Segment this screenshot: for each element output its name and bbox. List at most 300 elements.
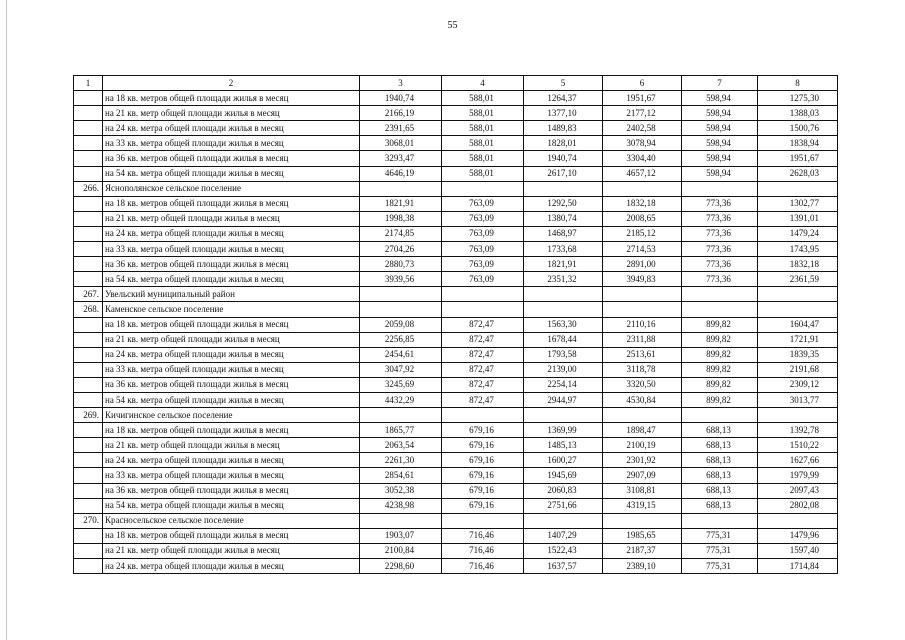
value-cell-col8: 1714,84 bbox=[758, 559, 838, 574]
value-cell-col3: 2256,85 bbox=[360, 332, 442, 347]
value-cell-col7: 688,13 bbox=[682, 423, 758, 438]
value-cell-col7: 598,94 bbox=[682, 166, 758, 181]
value-cell-col3 bbox=[360, 302, 442, 317]
value-cell-col4: 716,46 bbox=[442, 528, 524, 543]
value-cell-col5: 2944,97 bbox=[524, 392, 603, 407]
table-row bbox=[74, 211, 838, 226]
header-cell: 3 bbox=[360, 76, 442, 91]
value-cell-col6 bbox=[603, 513, 682, 528]
description-cell: Каменское сельское поселение bbox=[103, 302, 360, 317]
description-cell: Увельский муниципальный район bbox=[103, 287, 360, 302]
value-cell-col3 bbox=[360, 408, 442, 423]
value-cell-col3: 2298,60 bbox=[360, 559, 442, 574]
value-cell-col3 bbox=[360, 287, 442, 302]
value-cell-col7: 688,13 bbox=[682, 453, 758, 468]
value-cell-col6: 2185,12 bbox=[603, 226, 682, 241]
value-cell-col8: 1500,76 bbox=[758, 121, 838, 136]
row-number-cell bbox=[74, 528, 103, 543]
value-cell-col5: 1522,43 bbox=[524, 543, 603, 558]
row-number-cell bbox=[74, 543, 103, 558]
value-cell-col8: 2191,68 bbox=[758, 362, 838, 377]
row-number-cell bbox=[74, 347, 103, 362]
value-cell-col6: 2907,09 bbox=[603, 468, 682, 483]
value-cell-col5: 2617,10 bbox=[524, 166, 603, 181]
value-cell-col7: 688,13 bbox=[682, 468, 758, 483]
value-cell-col4: 588,01 bbox=[442, 91, 524, 106]
table-row bbox=[74, 483, 838, 498]
value-cell-col3: 1821,91 bbox=[360, 196, 442, 211]
value-cell-col3: 4238,98 bbox=[360, 498, 442, 513]
value-cell-col5: 1377,10 bbox=[524, 106, 603, 121]
value-cell-col3: 2063,54 bbox=[360, 438, 442, 453]
value-cell-col3: 3293,47 bbox=[360, 151, 442, 166]
value-cell-col8 bbox=[758, 302, 838, 317]
header-cell: 2 bbox=[103, 76, 360, 91]
value-cell-col5: 1821,91 bbox=[524, 257, 603, 272]
value-cell-col4 bbox=[442, 513, 524, 528]
value-cell-col4: 763,09 bbox=[442, 196, 524, 211]
description-cell: на 54 кв. метра общей площади жилья в месяц bbox=[103, 498, 360, 513]
table-row bbox=[74, 453, 838, 468]
value-cell-col8: 1388,03 bbox=[758, 106, 838, 121]
description-cell: на 36 кв. метров общей площади жилья в месяц bbox=[103, 377, 360, 392]
row-number-cell bbox=[74, 121, 103, 136]
value-cell-col8: 1721,91 bbox=[758, 332, 838, 347]
value-cell-col7: 775,31 bbox=[682, 543, 758, 558]
value-cell-col4: 763,09 bbox=[442, 242, 524, 257]
table-row bbox=[74, 513, 838, 528]
value-cell-col8: 1627,66 bbox=[758, 453, 838, 468]
value-cell-col8 bbox=[758, 287, 838, 302]
value-cell-col6: 2389,10 bbox=[603, 559, 682, 574]
value-cell-col6: 3118,78 bbox=[603, 362, 682, 377]
value-cell-col5: 2060,83 bbox=[524, 483, 603, 498]
row-number-cell bbox=[74, 332, 103, 347]
description-cell: на 21 кв. метр общей площади жилья в месяц bbox=[103, 438, 360, 453]
value-cell-col6: 3078,94 bbox=[603, 136, 682, 151]
value-cell-col6: 2301,92 bbox=[603, 453, 682, 468]
value-cell-col6: 3108,81 bbox=[603, 483, 682, 498]
description-cell: на 18 кв. метров общей площади жилья в месяц bbox=[103, 528, 360, 543]
row-number-cell bbox=[74, 423, 103, 438]
description-cell: на 24 кв. метра общей площади жилья в месяц bbox=[103, 347, 360, 362]
value-cell-col7: 899,82 bbox=[682, 317, 758, 332]
value-cell-col6 bbox=[603, 181, 682, 196]
value-cell-col6: 2110,16 bbox=[603, 317, 682, 332]
value-cell-col7 bbox=[682, 287, 758, 302]
description-cell: на 54 кв. метра общей площади жилья в месяц bbox=[103, 166, 360, 181]
description-cell: Яснополянское сельское поселение bbox=[103, 181, 360, 196]
value-cell-col6: 1985,65 bbox=[603, 528, 682, 543]
row-number-cell bbox=[74, 91, 103, 106]
value-cell-col8: 1604,47 bbox=[758, 317, 838, 332]
value-cell-col6: 2177,12 bbox=[603, 106, 682, 121]
description-cell: на 24 кв. метра общей площади жилья в месяц bbox=[103, 226, 360, 241]
description-cell: на 21 кв. метр общей площади жилья в месяц bbox=[103, 543, 360, 558]
row-number-cell: 267. bbox=[74, 287, 103, 302]
header-cell: 5 bbox=[524, 76, 603, 91]
description-cell: на 24 кв. метра общей площади жилья в месяц bbox=[103, 453, 360, 468]
value-cell-col7: 899,82 bbox=[682, 332, 758, 347]
value-cell-col3: 1940,74 bbox=[360, 91, 442, 106]
description-cell: на 33 кв. метра общей площади жилья в месяц bbox=[103, 362, 360, 377]
row-number-cell bbox=[74, 272, 103, 287]
value-cell-col6: 4530,84 bbox=[603, 392, 682, 407]
description-cell: на 33 кв. метра общей площади жилья в месяц bbox=[103, 242, 360, 257]
table-row bbox=[74, 332, 838, 347]
table-row bbox=[74, 468, 838, 483]
value-cell-col6: 3304,40 bbox=[603, 151, 682, 166]
value-cell-col4: 679,16 bbox=[442, 483, 524, 498]
value-cell-col3: 4432,29 bbox=[360, 392, 442, 407]
value-cell-col8 bbox=[758, 513, 838, 528]
value-cell-col7: 773,36 bbox=[682, 226, 758, 241]
value-cell-col8: 2097,43 bbox=[758, 483, 838, 498]
value-cell-col5: 1945,69 bbox=[524, 468, 603, 483]
table-row bbox=[74, 392, 838, 407]
row-number-cell bbox=[74, 151, 103, 166]
value-cell-col4: 763,09 bbox=[442, 272, 524, 287]
table-row bbox=[74, 362, 838, 377]
row-number-cell: 269. bbox=[74, 408, 103, 423]
value-cell-col3: 1865,77 bbox=[360, 423, 442, 438]
value-cell-col3: 2100,84 bbox=[360, 543, 442, 558]
value-cell-col5: 1828,01 bbox=[524, 136, 603, 151]
value-cell-col8: 1979,99 bbox=[758, 468, 838, 483]
row-number-cell bbox=[74, 559, 103, 574]
table-row bbox=[74, 136, 838, 151]
description-cell: на 18 кв. метров общей площади жилья в месяц bbox=[103, 196, 360, 211]
header-cell: 7 bbox=[682, 76, 758, 91]
value-cell-col3: 3047,92 bbox=[360, 362, 442, 377]
value-cell-col3: 2261,30 bbox=[360, 453, 442, 468]
value-cell-col3: 3939,56 bbox=[360, 272, 442, 287]
description-cell: на 24 кв. метра общей площади жилья в месяц bbox=[103, 121, 360, 136]
description-cell: на 21 кв. метр общей площади жилья в месяц bbox=[103, 211, 360, 226]
value-cell-col4: 763,09 bbox=[442, 226, 524, 241]
value-cell-col4: 588,01 bbox=[442, 166, 524, 181]
value-cell-col7: 773,36 bbox=[682, 272, 758, 287]
table-row bbox=[74, 302, 838, 317]
value-cell-col5 bbox=[524, 302, 603, 317]
table-row bbox=[74, 196, 838, 211]
value-cell-col6 bbox=[603, 302, 682, 317]
value-cell-col7: 598,94 bbox=[682, 136, 758, 151]
value-cell-col3: 1903,07 bbox=[360, 528, 442, 543]
value-cell-col4: 679,16 bbox=[442, 423, 524, 438]
value-cell-col4: 588,01 bbox=[442, 121, 524, 136]
value-cell-col4 bbox=[442, 408, 524, 423]
value-cell-col7 bbox=[682, 513, 758, 528]
value-cell-col4: 763,09 bbox=[442, 211, 524, 226]
value-cell-col4: 872,47 bbox=[442, 377, 524, 392]
value-cell-col6: 3949,83 bbox=[603, 272, 682, 287]
description-cell: на 18 кв. метров общей площади жилья в месяц bbox=[103, 317, 360, 332]
value-cell-col5 bbox=[524, 513, 603, 528]
table-row bbox=[74, 257, 838, 272]
value-cell-col8: 1391,01 bbox=[758, 211, 838, 226]
value-cell-col8: 1597,40 bbox=[758, 543, 838, 558]
value-cell-col5: 1468,97 bbox=[524, 226, 603, 241]
value-cell-col6: 2311,88 bbox=[603, 332, 682, 347]
header-cell: 8 bbox=[758, 76, 838, 91]
value-cell-col5 bbox=[524, 408, 603, 423]
table-header-row bbox=[74, 76, 838, 91]
value-cell-col4: 679,16 bbox=[442, 453, 524, 468]
page-number: 55 bbox=[447, 20, 458, 31]
value-cell-col6: 2402,58 bbox=[603, 121, 682, 136]
value-cell-col8: 1743,95 bbox=[758, 242, 838, 257]
value-cell-col7: 688,13 bbox=[682, 498, 758, 513]
row-number-cell bbox=[74, 483, 103, 498]
value-cell-col3: 2174,85 bbox=[360, 226, 442, 241]
row-number-cell bbox=[74, 242, 103, 257]
header-cell: 6 bbox=[603, 76, 682, 91]
value-cell-col7: 775,31 bbox=[682, 528, 758, 543]
value-cell-col3: 2391,65 bbox=[360, 121, 442, 136]
value-cell-col3: 3052,38 bbox=[360, 483, 442, 498]
value-cell-col8: 1275,30 bbox=[758, 91, 838, 106]
value-cell-col5: 1940,74 bbox=[524, 151, 603, 166]
table-row bbox=[74, 438, 838, 453]
value-cell-col5: 1292,50 bbox=[524, 196, 603, 211]
row-number-cell bbox=[74, 468, 103, 483]
value-cell-col7: 598,94 bbox=[682, 121, 758, 136]
value-cell-col7: 899,82 bbox=[682, 392, 758, 407]
value-cell-col4 bbox=[442, 302, 524, 317]
row-number-cell bbox=[74, 166, 103, 181]
description-cell: на 36 кв. метров общей площади жилья в месяц bbox=[103, 483, 360, 498]
description-cell: на 54 кв. метра общей площади жилья в месяц bbox=[103, 392, 360, 407]
value-cell-col7: 773,36 bbox=[682, 211, 758, 226]
value-cell-col7: 688,13 bbox=[682, 438, 758, 453]
value-cell-col6: 2100,19 bbox=[603, 438, 682, 453]
row-number-cell bbox=[74, 106, 103, 121]
table-row bbox=[74, 498, 838, 513]
value-cell-col5 bbox=[524, 181, 603, 196]
description-cell: на 36 кв. метров общей площади жилья в месяц bbox=[103, 151, 360, 166]
value-cell-col7 bbox=[682, 302, 758, 317]
value-cell-col7: 773,36 bbox=[682, 196, 758, 211]
value-cell-col3: 2454,61 bbox=[360, 347, 442, 362]
row-number-cell bbox=[74, 226, 103, 241]
table-row bbox=[74, 91, 838, 106]
value-cell-col8: 1392,78 bbox=[758, 423, 838, 438]
header-cell: 1 bbox=[74, 76, 103, 91]
value-cell-col8: 1838,94 bbox=[758, 136, 838, 151]
table-row bbox=[74, 242, 838, 257]
description-cell: на 21 кв. метр общей площади жилья в месяц bbox=[103, 106, 360, 121]
table-row bbox=[74, 121, 838, 136]
row-number-cell: 268. bbox=[74, 302, 103, 317]
row-number-cell bbox=[74, 392, 103, 407]
table-row bbox=[74, 317, 838, 332]
value-cell-col4: 872,47 bbox=[442, 392, 524, 407]
value-cell-col4: 716,46 bbox=[442, 543, 524, 558]
description-cell: Красносельское сельское поселение bbox=[103, 513, 360, 528]
value-cell-col8: 1302,77 bbox=[758, 196, 838, 211]
value-cell-col7: 773,36 bbox=[682, 257, 758, 272]
value-cell-col7: 899,82 bbox=[682, 377, 758, 392]
value-cell-col4: 588,01 bbox=[442, 151, 524, 166]
value-cell-col5: 1733,68 bbox=[524, 242, 603, 257]
row-number-cell bbox=[74, 317, 103, 332]
value-cell-col6 bbox=[603, 408, 682, 423]
value-cell-col7 bbox=[682, 181, 758, 196]
description-cell: на 33 кв. метра общей площади жилья в месяц bbox=[103, 136, 360, 151]
value-cell-col5 bbox=[524, 287, 603, 302]
description-cell: на 24 кв. метра общей площади жилья в месяц bbox=[103, 559, 360, 574]
value-cell-col3 bbox=[360, 513, 442, 528]
value-cell-col8: 1839,35 bbox=[758, 347, 838, 362]
value-cell-col4: 679,16 bbox=[442, 498, 524, 513]
value-cell-col6: 2513,61 bbox=[603, 347, 682, 362]
value-cell-col6: 4657,12 bbox=[603, 166, 682, 181]
value-cell-col7: 598,94 bbox=[682, 91, 758, 106]
table-row bbox=[74, 181, 838, 196]
value-cell-col7: 775,31 bbox=[682, 559, 758, 574]
value-cell-col5: 1793,58 bbox=[524, 347, 603, 362]
value-cell-col8: 3013,77 bbox=[758, 392, 838, 407]
value-cell-col7: 688,13 bbox=[682, 483, 758, 498]
row-number-cell bbox=[74, 453, 103, 468]
value-cell-col4: 763,09 bbox=[442, 257, 524, 272]
row-number-cell bbox=[74, 498, 103, 513]
value-cell-col3: 2166,19 bbox=[360, 106, 442, 121]
description-cell: Кичигинское сельское поселение bbox=[103, 408, 360, 423]
value-cell-col4: 872,47 bbox=[442, 347, 524, 362]
description-cell: на 18 кв. метров общей площади жилья в месяц bbox=[103, 91, 360, 106]
value-cell-col6: 3320,50 bbox=[603, 377, 682, 392]
value-cell-col7: 598,94 bbox=[682, 151, 758, 166]
value-cell-col4: 588,01 bbox=[442, 136, 524, 151]
value-cell-col6: 4319,15 bbox=[603, 498, 682, 513]
value-cell-col3 bbox=[360, 181, 442, 196]
value-cell-col3: 3068,01 bbox=[360, 136, 442, 151]
table-row bbox=[74, 106, 838, 121]
value-cell-col5: 2254,14 bbox=[524, 377, 603, 392]
value-cell-col3: 4646,19 bbox=[360, 166, 442, 181]
value-cell-col8: 1479,24 bbox=[758, 226, 838, 241]
value-cell-col5: 1637,57 bbox=[524, 559, 603, 574]
value-cell-col5: 1489,83 bbox=[524, 121, 603, 136]
value-cell-col8 bbox=[758, 181, 838, 196]
value-cell-col8: 2802,08 bbox=[758, 498, 838, 513]
table-row bbox=[74, 151, 838, 166]
header-cell: 4 bbox=[442, 76, 524, 91]
value-cell-col5: 1600,27 bbox=[524, 453, 603, 468]
value-cell-col3: 2854,61 bbox=[360, 468, 442, 483]
value-cell-col3: 2059,08 bbox=[360, 317, 442, 332]
description-cell: на 54 кв. метра общей площади жилья в месяц bbox=[103, 272, 360, 287]
row-number-cell: 266. bbox=[74, 181, 103, 196]
scan-edge-line bbox=[6, 0, 7, 640]
value-cell-col5: 1485,13 bbox=[524, 438, 603, 453]
value-cell-col5: 2751,66 bbox=[524, 498, 603, 513]
value-cell-col6: 2008,65 bbox=[603, 211, 682, 226]
table-row bbox=[74, 347, 838, 362]
table-row bbox=[74, 377, 838, 392]
table-row bbox=[74, 559, 838, 574]
value-cell-col4: 872,47 bbox=[442, 317, 524, 332]
value-cell-col8: 1479,96 bbox=[758, 528, 838, 543]
value-cell-col4: 679,16 bbox=[442, 438, 524, 453]
value-cell-col6: 1898,47 bbox=[603, 423, 682, 438]
tariff-table bbox=[73, 75, 838, 574]
row-number-cell bbox=[74, 136, 103, 151]
value-cell-col8: 2361,59 bbox=[758, 272, 838, 287]
value-cell-col7: 899,82 bbox=[682, 347, 758, 362]
value-cell-col6: 2714,53 bbox=[603, 242, 682, 257]
value-cell-col7: 773,36 bbox=[682, 242, 758, 257]
value-cell-col6: 2891,00 bbox=[603, 257, 682, 272]
value-cell-col3: 2880,73 bbox=[360, 257, 442, 272]
value-cell-col5: 2351,32 bbox=[524, 272, 603, 287]
value-cell-col4 bbox=[442, 287, 524, 302]
value-cell-col6: 1832,18 bbox=[603, 196, 682, 211]
value-cell-col4: 588,01 bbox=[442, 106, 524, 121]
value-cell-col5: 1407,29 bbox=[524, 528, 603, 543]
value-cell-col4: 716,46 bbox=[442, 559, 524, 574]
row-number-cell bbox=[74, 196, 103, 211]
value-cell-col3: 2704,26 bbox=[360, 242, 442, 257]
description-cell: на 33 кв. метра общей площади жилья в месяц bbox=[103, 468, 360, 483]
value-cell-col8: 2628,03 bbox=[758, 166, 838, 181]
value-cell-col4: 679,16 bbox=[442, 468, 524, 483]
table-row bbox=[74, 272, 838, 287]
row-number-cell bbox=[74, 211, 103, 226]
table-row bbox=[74, 166, 838, 181]
value-cell-col5: 1369,99 bbox=[524, 423, 603, 438]
table-row bbox=[74, 423, 838, 438]
value-cell-col7: 899,82 bbox=[682, 362, 758, 377]
value-cell-col4: 872,47 bbox=[442, 362, 524, 377]
value-cell-col5: 2139,00 bbox=[524, 362, 603, 377]
description-cell: на 21 кв. метр общей площади жилья в месяц bbox=[103, 332, 360, 347]
value-cell-col8 bbox=[758, 408, 838, 423]
value-cell-col4 bbox=[442, 181, 524, 196]
table-row bbox=[74, 528, 838, 543]
row-number-cell bbox=[74, 377, 103, 392]
value-cell-col8: 1832,18 bbox=[758, 257, 838, 272]
value-cell-col7: 598,94 bbox=[682, 106, 758, 121]
row-number-cell bbox=[74, 362, 103, 377]
table-row bbox=[74, 287, 838, 302]
value-cell-col5: 1563,30 bbox=[524, 317, 603, 332]
description-cell: на 36 кв. метров общей площади жилья в месяц bbox=[103, 257, 360, 272]
value-cell-col8: 1510,22 bbox=[758, 438, 838, 453]
value-cell-col3: 3245,69 bbox=[360, 377, 442, 392]
value-cell-col6 bbox=[603, 287, 682, 302]
table-row bbox=[74, 408, 838, 423]
table-row bbox=[74, 543, 838, 558]
value-cell-col4: 872,47 bbox=[442, 332, 524, 347]
value-cell-col6: 2187,37 bbox=[603, 543, 682, 558]
value-cell-col6: 1951,67 bbox=[603, 91, 682, 106]
value-cell-col8: 2309,12 bbox=[758, 377, 838, 392]
value-cell-col5: 1264,37 bbox=[524, 91, 603, 106]
row-number-cell: 270. bbox=[74, 513, 103, 528]
value-cell-col3: 1998,38 bbox=[360, 211, 442, 226]
value-cell-col7 bbox=[682, 408, 758, 423]
row-number-cell bbox=[74, 438, 103, 453]
value-cell-col5: 1380,74 bbox=[524, 211, 603, 226]
row-number-cell bbox=[74, 257, 103, 272]
value-cell-col5: 1678,44 bbox=[524, 332, 603, 347]
description-cell: на 18 кв. метров общей площади жилья в месяц bbox=[103, 423, 360, 438]
table-row bbox=[74, 226, 838, 241]
value-cell-col8: 1951,67 bbox=[758, 151, 838, 166]
